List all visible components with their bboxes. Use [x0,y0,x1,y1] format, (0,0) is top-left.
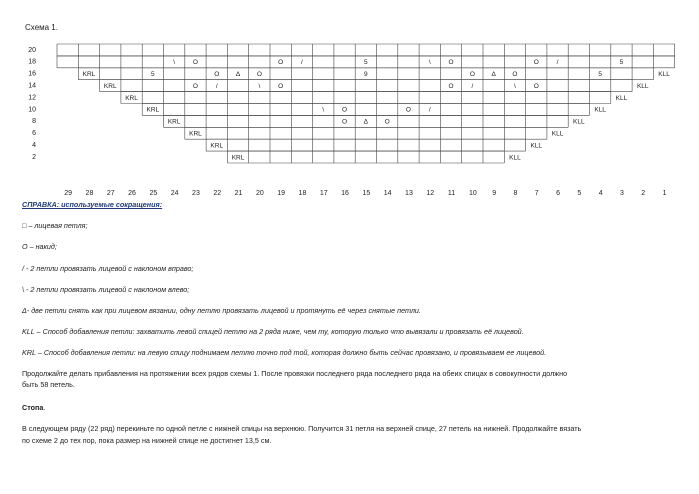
row-label: 10 [28,106,36,114]
chart-symbol: / [428,106,431,114]
row-label: 6 [32,130,36,138]
chart-symbol: KRL [103,82,117,90]
chart-symbol: O [533,82,539,90]
scheme-title: Схема 1. [25,23,58,32]
section-title-text: Стопа [22,403,44,412]
chart-symbol: 9 [364,70,368,78]
row-label: 14 [28,82,36,90]
chart-symbol: 5 [364,59,368,67]
legend-heading: СПРАВКА: используемые сокращения: [22,200,163,209]
paragraph-foot-line-2: по схеме 2 до тех пор, пока размер на нижней спице не достигнет 13,5 см. [22,436,272,445]
paragraph-increase-line-1: Продолжайте делать прибавления на протяжении всех рядов схемы 1. После провязки последнего ряда последнего ряда на обеих спицах в совокупности должно [22,369,568,378]
column-label: 16 [341,190,349,197]
chart-symbol: KRL [231,154,245,162]
legend-k2tog-left: \ - 2 петли провязать лицевой с наклоном влево; [22,285,190,294]
section-title-foot [22,403,45,413]
chart-symbol: \ [514,82,516,90]
chart-symbol: 5 [598,70,602,78]
legend-yarn-over: О – накид; [22,242,57,251]
column-label: 6 [556,190,561,197]
column-label: 8 [513,190,518,197]
row-label: 20 [28,46,36,54]
column-label: 19 [277,190,286,197]
column-label: 12 [426,190,435,197]
chart-symbol: / [471,82,474,90]
chart-symbol: O [278,59,284,67]
legend-double-decrease: Δ- две петли снять как при лицевом вязании, одну петлю провязать лицевой и протянуть её через снятые петли. [22,306,421,315]
column-label: 13 [405,190,413,197]
column-label: 3 [619,190,624,197]
chart-symbol: KLL [530,142,543,150]
column-label: 21 [234,190,243,197]
chart-symbol: O [192,82,198,90]
column-label: 17 [319,190,328,197]
chart-symbol: KRL [167,118,181,126]
row-label: 18 [28,58,36,66]
chart-symbol: O [448,59,454,67]
column-label: 23 [192,190,200,197]
chart-symbol: KLL [594,106,606,114]
chart-symbol: KLL [509,154,521,162]
chart-symbol: KRL [210,142,224,150]
chart-symbol: O [448,82,454,90]
row-labels [28,47,36,161]
column-label: 10 [468,190,477,197]
chart-symbol: 5 [151,70,155,78]
column-label: 25 [149,190,158,197]
column-label: 9 [492,190,497,197]
chart-symbol: KLL [551,130,564,138]
legend-knit: □ – лицевая петля; [22,221,88,230]
column-label: 7 [534,190,539,197]
chart-symbol: Δ [235,70,241,78]
chart-symbol: O [512,70,518,78]
column-labels [64,190,666,197]
chart-symbol: O [405,106,411,114]
paragraph-foot-line-1: В следующем ряду (22 ряд) перекиньте по одной петле с нижней спицы на верхнюю. Получится 31 петля на верхней спице, 27 петель на нижней. Продолжайте вязать [22,424,582,433]
chart-symbol: KRL [82,70,96,78]
column-label: 24 [170,190,179,197]
chart-symbol: KRL [189,130,202,138]
chart-symbol: O [384,118,390,126]
column-label: 27 [106,190,115,197]
column-label: 28 [85,190,94,197]
chart-symbol: / [301,59,303,67]
chart-symbol: O [214,70,220,78]
chart-symbol: KLL [615,94,628,102]
chart-symbol: O [342,118,348,126]
section-title-dot: . [43,403,46,412]
column-label: 2 [641,190,646,197]
legend-k2tog-right: / - 2 петли провязать лицевой с наклоном вправо; [22,264,194,273]
chart-symbol: Δ [363,118,369,126]
legend-krl: KRL – Способ добавления петли: на левую спицу поднимаем петлю точно под той, которая должно быть сейчас провязано, и провязываем ее лицевой. [22,348,547,357]
chart-symbol: 5 [619,59,624,67]
column-label: 1 [662,190,667,197]
column-label: 26 [128,190,136,197]
chart-symbol: O [192,59,198,67]
chart-symbol: KLL [573,118,585,126]
chart-symbol: O [342,106,348,114]
chart-symbol: KRL [125,94,138,102]
knitting-chart [0,0,699,200]
column-label: 18 [298,190,307,197]
chart-symbol: KLL [658,70,670,78]
row-label: 2 [32,153,36,161]
column-label: 15 [362,190,371,197]
column-label: 29 [64,190,73,197]
row-label: 12 [28,94,36,102]
chart-symbol: O [469,70,475,78]
chart-symbol: Δ [491,70,496,78]
chart-symbol: O [278,82,284,90]
column-label: 5 [577,190,582,197]
column-label: 14 [383,190,392,197]
chart-symbol: / [215,82,218,90]
chart-symbol: \ [428,59,431,67]
chart-symbol: O [533,59,539,67]
paragraph-increase-line-2: быть 58 петель. [22,380,75,389]
column-label: 4 [598,190,603,197]
row-label: 16 [28,70,36,78]
row-label: 4 [32,141,36,149]
legend-kll: KLL – Способ добавления петли: захватить левой спицей петлю на 2 ряда ниже, чем ту, которую только что вывязали и провязать её лицевой. [22,327,524,336]
chart-symbol: O [256,70,262,78]
chart-symbol: \ [258,82,261,90]
chart-symbol: \ [173,59,176,67]
chart-symbol: / [556,59,559,67]
row-label: 8 [32,118,36,126]
column-label: 11 [447,190,456,197]
column-label: 22 [213,190,222,197]
column-label: 20 [255,190,264,197]
chart-symbol: \ [322,106,325,114]
chart-symbol: KLL [636,82,649,90]
chart-symbol: KRL [146,106,160,114]
